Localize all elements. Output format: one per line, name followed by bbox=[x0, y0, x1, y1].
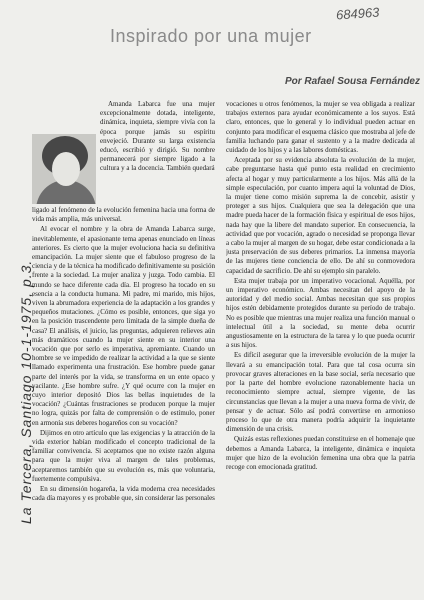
paragraph: ligado al fenómeno de la evolución femenina hacia una forma de vida más amplia, más universal. bbox=[32, 206, 215, 224]
column-1-top bbox=[100, 100, 215, 204]
column-1 bbox=[32, 206, 215, 598]
catalog-number: 684963 bbox=[335, 4, 380, 23]
article-byline: Por Rafael Sousa Fernández bbox=[284, 76, 420, 87]
column-2 bbox=[226, 100, 415, 598]
article-title: Inspirado por una mujer bbox=[110, 26, 312, 46]
handwritten-source-note: La Tercera, Santiago 10-1-1975, p.3. bbox=[18, 259, 34, 524]
paragraph: Quizás estas reflexiones puedan constituirse en el homenaje que debemos a Amanda Labarca, la inteligente, dinámica e inquieta mujer que hizo de la evolución femenina una obra que la patria recoge con emocionada gratitud. bbox=[226, 435, 415, 471]
paragraph: vocaciones u otros fenómenos, la mujer se vea obligada a realizar trabajos externos para ayudar económicamente a los suyos. Está claro, entonces, que lo general y lo individual pueden actuar en conjunto para modificar el esquema clásico que mostraba al jefe de familia luchando para ganar el sustento y a la madre dedicada al cuidado de los hijos y a las labores domésticas. bbox=[226, 100, 415, 155]
paragraph: Esta mujer trabaja por un imperativo vocacional. Aquélla, por un imperativo económico. Ambas necesitan del apoyo de la autoridad y del medio social. Ambas necesitan que sus propios hijos estén debidamente protegidos durante su período de trabajo. No es posible que mientras una mujer realiza una función manual o intelectual útil a la sociedad, su mente deba ocurrir angustiosamente en la estructura de la tarea y lo que pueda ocurrir a sus hijos. bbox=[226, 276, 415, 350]
paragraph: En su dimensión hogareña, la vida moderna crea necesidades cada día mayores y es probable que, sin considerar las personales bbox=[32, 485, 215, 503]
paragraph: Aceptada por su evidencia absoluta la evolución de la mujer, cabe preguntarse hasta qué punto esta realidad en crecimiento afecta al hogar y muy particularmente a los hijos. Más allá de la simple especulación, por cuanto impera aquí la voluntad de Dios, la mujer tiene como misión suprema la de concebir, asistir y proteger a sus hijos. Cualquiera que sea la delegación que una madre pueda hacer de la formación física y espiritual de esos hijos, nada hay que la libere del mandato superior. En consecuencia, la actividad que por vocación, agrado o necesidad se proponga llevar a cabo la mujer al margen de su hogar, debe estar condicionada a la justa preservación de sus deberes primarios. La inmensa mayoría de las mujeres tiene conciencia de ello. De ahí su conmovedora capacidad de sacrificio. De ahí su ejemplo sin paralelo. bbox=[226, 156, 415, 275]
paragraph: Dijimos en otro artículo que las exigencias y la atracción de la vida exterior habían modificado el concepto tradicional de la familiar convivencia. Si aceptamos que no existe razón alguna para que la mujer viva al margen de tales problemas, aceptaremos también que su evolución es, más que voluntaria, fuertemente compulsiva. bbox=[32, 428, 215, 483]
paragraph: Amanda Labarca fue una mujer excepcionalmente dotada, inteligente, dinámica, inquieta, siempre vivía con la época porque jamás su espíritu envejeció. Durante su larga existencia educó, escribió y dirigió. Su nombre permanecerá por siempre ligado a la cultura y a la docencia. También quedará bbox=[100, 100, 215, 173]
portrait-photo bbox=[32, 134, 96, 204]
paragraph: Es difícil asegurar que la irreversible evolución de la mujer la llevará a su emancipación total. Para que tal cosa ocurra sin provocar graves alteraciones en la base social, sería necesario que por la parte del hombre evolucione razonablemente hacia un reconocimiento siempre actual, siempre vigente, de las circunstancias que llevan a la mujer a una nueva forma de vivir, de pensar y de actuar. Sólo así podrá convertirse en armonioso proceso lo que de otra manera podría adquirir la inquietante dimensión de una crisis. bbox=[226, 351, 415, 434]
paragraph: Al evocar el nombre y la obra de Amanda Labarca surge, inevitablemente, el apasionante tema apenas enunciado en líneas anteriores. Es cierto que la mujer evoluciona hacia su definitiva emancipación. La mujer siente que el fabuloso progreso de la ciencia y de la técnica ha modificado definitivamente su posición frente a la sociedad. La mujer analiza y juzga. Todo cambia. El mundo se hace diferente cada día. El progreso ha tocado en su esencia a la conducta humana. Mi padre, mi marido, mis hijos, viven la abrumadora experiencia de la adaptación a los grandes y pequeños mutaciones. ¿Cómo es posible, entonces, que siga yo en la posición trascendente pero limitada de la simple dueña de casa? El análisis, el juicio, las preguntas, adquieren relieves aún más dramáticos cuando la mujer siente en su interior una vocación que por serlo es imperativa, apremiante. Cuando un hombre se ve impedido de realizar la actividad a la que se siente llamado experimenta una frustración. Ese hombre puede ganar parte del interés por la vida, se transforma en un ente opaco y vacilante. ¿Ese hombre sufre. ¿Y qué ocurre con la mujer en cuyo interior depositó Dios las bellas inquietudes de la vocación? ¿Cuántas frustraciones se producen porque la mujer no logra, quizás por falta de comprensión o de estímulo, poner en armonía sus deberes hogareños con su vocación? bbox=[32, 225, 215, 427]
